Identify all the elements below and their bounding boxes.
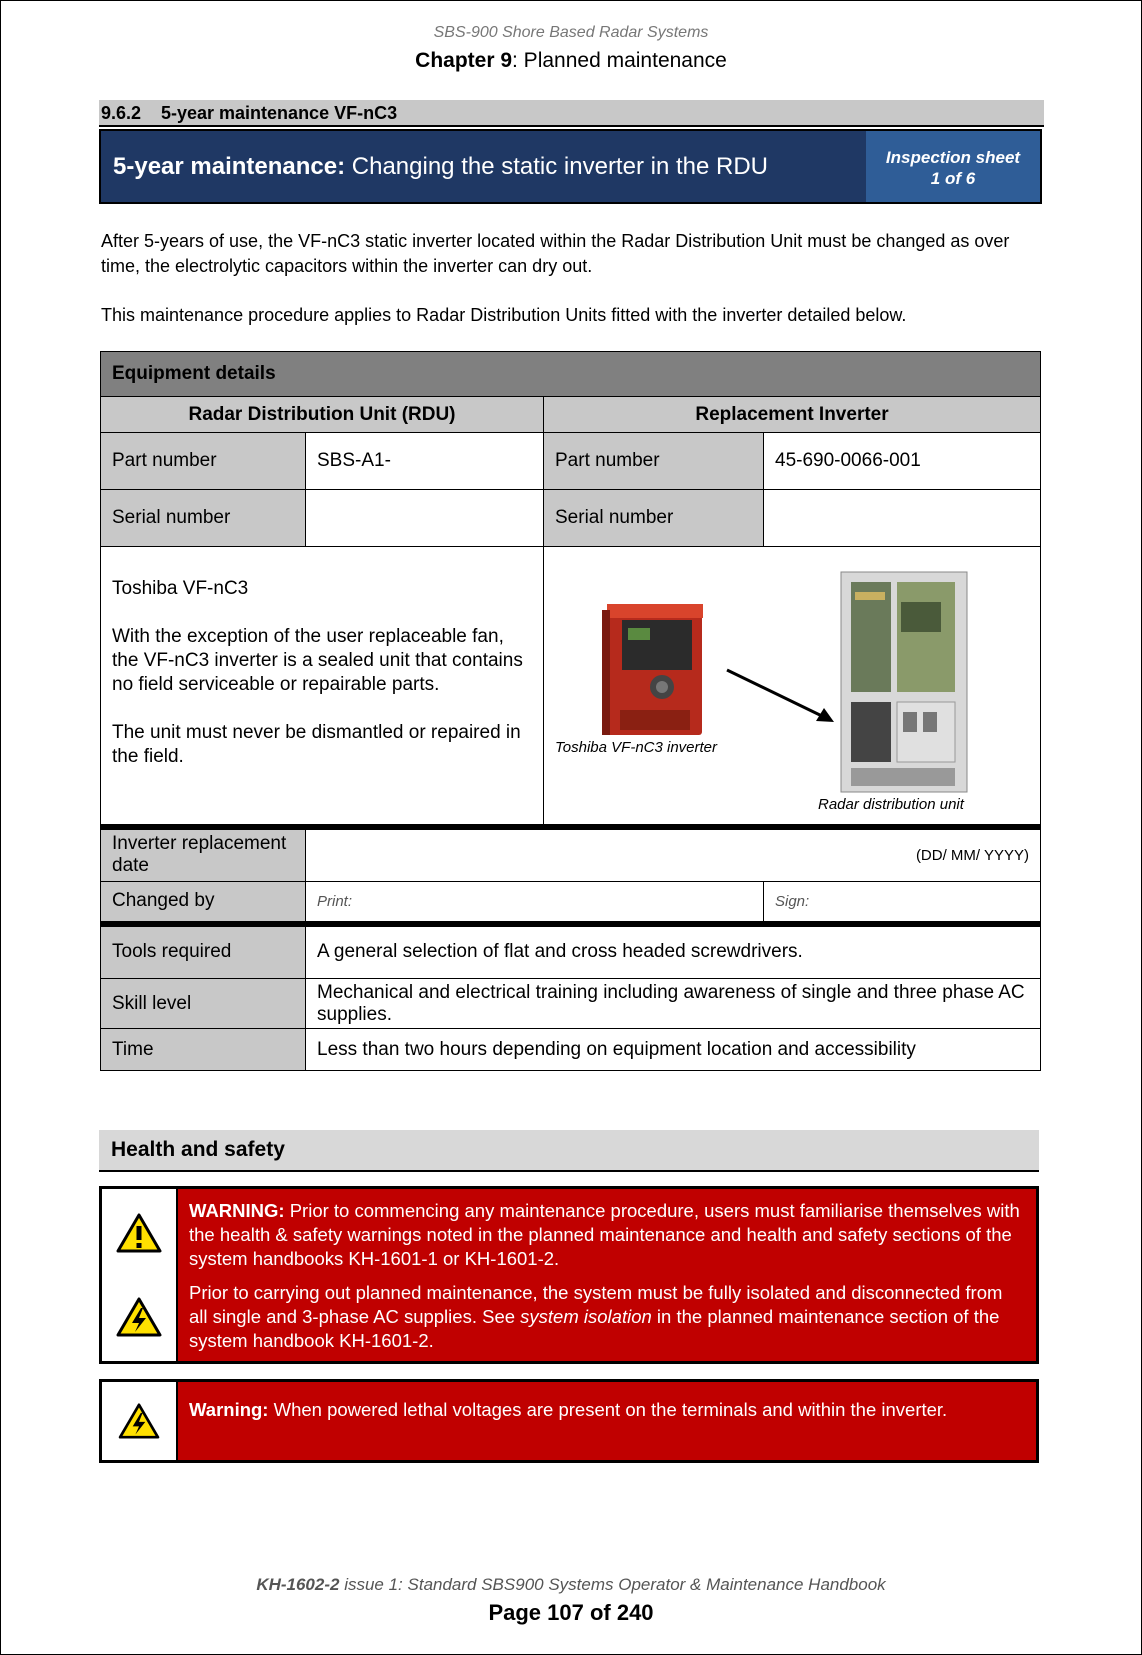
procedure-banner	[99, 129, 1042, 204]
inverter-header: Replacement Inverter	[544, 397, 1041, 433]
date-format-hint: (DD/ MM/ YYYY)	[915, 846, 1030, 864]
inverter-part-number[interactable]: 45-690-0066-001	[764, 433, 1041, 490]
warning-triangle-icon	[116, 1213, 162, 1253]
chapter-title: Chapter 9: Planned maintenance	[415, 49, 727, 72]
high-voltage-icon	[118, 1403, 160, 1439]
section-heading	[99, 100, 1044, 127]
inverter-description-text: With the exception of the user replaceable fan, the VF-nC3 inverter is a sealed unit that contains no field serviceable or repairable parts.	[112, 626, 523, 695]
footer-document-ref: KH-1602-2 issue 1: Standard SBS900 Systems Operator & Maintenance Handbook	[256, 1575, 886, 1594]
inverter-serial-field[interactable]	[764, 490, 1041, 547]
tools-value: A general selection of flat and cross headed screwdrivers.	[306, 924, 1041, 979]
replacement-date-field[interactable]	[306, 827, 1041, 882]
equipment-illustration	[544, 547, 1040, 827]
inverter-image	[602, 604, 703, 735]
rdu-caption: Radar distribution unit	[818, 796, 964, 813]
inverter-description	[101, 547, 544, 827]
inverter-serial-label: Serial number	[544, 490, 764, 547]
rdu-part-number[interactable]: SBS-A1-	[306, 433, 544, 490]
warning-box-2	[99, 1379, 1039, 1463]
sign-field[interactable]: Sign:	[764, 882, 1041, 924]
inspection-sheet-label: Inspection sheet 1 of 6	[866, 131, 1040, 202]
warning-text-2: Warning: When powered lethal voltages are present on the terminals and within the inverter.	[178, 1382, 1036, 1460]
section-title: 5-year maintenance VF-nC3	[161, 103, 398, 123]
intro-paragraph-1: After 5-years of use, the VF-nC3 static inverter located within the Radar Distribution Unit must be changed as over time, the electrolytic capacitors within the inverter can dry out.	[101, 231, 1010, 276]
inverter-caption: Toshiba VF-nC3 inverter	[555, 739, 718, 756]
equipment-details-table	[100, 351, 1041, 1071]
intro-paragraph-2: This maintenance procedure applies to Radar Distribution Units fitted with the inverter detailed below.	[101, 305, 907, 325]
equipment-images	[544, 547, 1041, 827]
warning-box-1	[99, 1186, 1039, 1364]
time-value: Less than two hours depending on equipment location and accessibility	[306, 1029, 1041, 1071]
rdu-header: Radar Distribution Unit (RDU)	[101, 397, 544, 433]
rdu-part-label: Part number	[101, 433, 306, 490]
tools-label: Tools required	[101, 924, 306, 979]
high-voltage-icon	[116, 1297, 162, 1337]
time-label: Time	[101, 1029, 306, 1071]
page-number: Page 107 of 240	[488, 1600, 654, 1625]
warning-text-1: WARNING: Prior to commencing any maintenance procedure, users must familiarise themselves with the health & safety warnings noted in the planned maintenance and health and safety sections of the system handbooks KH-1601-1 or KH-1601-2. Prior to carrying out planned maintenance, the system must be fully isolated and disconnected from all single and 3-phase AC supplies. See system isolation in the planned maintenance section of the system handbook KH-1601-2.	[178, 1189, 1036, 1361]
section-number: 9.6.2	[101, 103, 142, 123]
print-field[interactable]: Print:	[306, 882, 764, 924]
skill-value: Mechanical and electrical training including awareness of single and three phase AC supplies.	[306, 979, 1041, 1029]
rdu-image	[841, 572, 967, 792]
warning-icons	[102, 1382, 178, 1460]
inverter-warning-text: The unit must never be dismantled or repaired in the field.	[112, 722, 521, 767]
inverter-model: Toshiba VF-nC3	[112, 578, 249, 599]
health-safety-heading: Health and safety	[99, 1130, 1039, 1172]
procedure-title: 5-year maintenance: Changing the static inverter in the RDU	[113, 153, 768, 180]
changed-by-label: Changed by	[101, 882, 306, 924]
replacement-date-label: Inverter replacement date	[101, 827, 306, 882]
rdu-serial-field[interactable]	[306, 490, 544, 547]
inverter-part-label: Part number	[544, 433, 764, 490]
equipment-details-title: Equipment details	[101, 352, 1041, 397]
warning-icons	[102, 1189, 178, 1361]
document-title: SBS-900 Shore Based Radar Systems	[433, 24, 709, 41]
skill-label: Skill level	[101, 979, 306, 1029]
rdu-serial-label: Serial number	[101, 490, 306, 547]
